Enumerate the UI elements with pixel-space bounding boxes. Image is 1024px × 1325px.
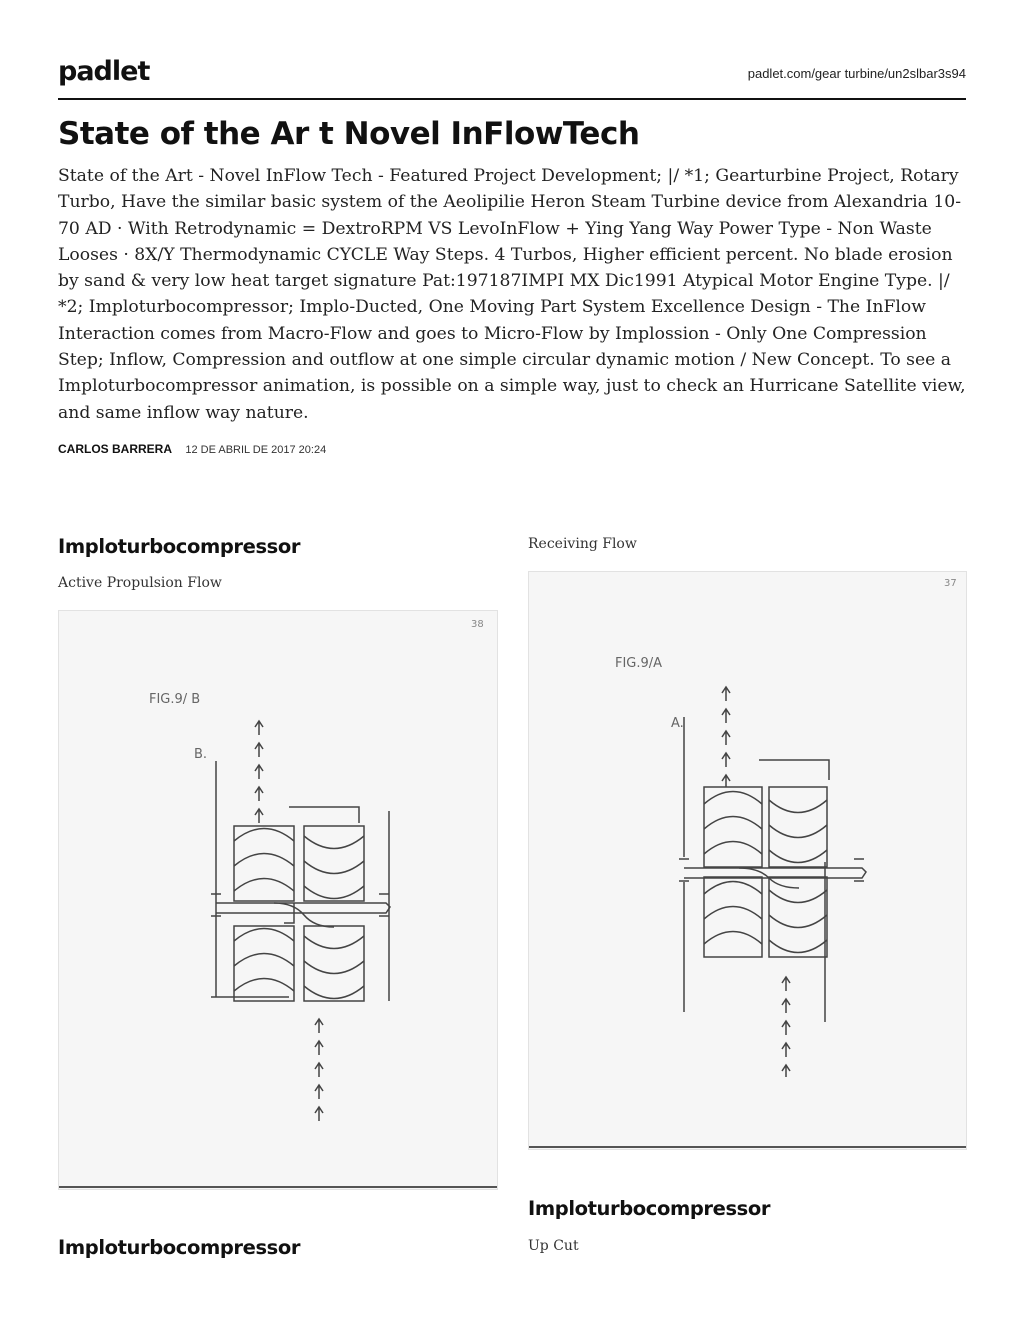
card-title: Imploturbocompressor [58, 535, 301, 558]
padlet-logo[interactable]: padlet [58, 56, 150, 87]
post-author: CARLOS BARRERA [58, 442, 172, 456]
card-subtitle: Active Propulsion Flow [58, 575, 222, 591]
turbine-diagram-b [59, 611, 497, 1189]
padlet-url[interactable]: padlet.com/gear turbine/un2slbar3s94 [747, 66, 966, 81]
card-title: Imploturbocompressor [528, 1197, 771, 1220]
figure-letter: A. [671, 716, 684, 731]
figure-letter: B. [194, 747, 208, 762]
figure-9b[interactable] [58, 610, 498, 1190]
page-number: 37 [944, 578, 957, 589]
figure-label: FIG.9/ B [149, 692, 201, 707]
figure-label: FIG.9/A [615, 656, 663, 671]
page-header [58, 56, 966, 100]
post-description: State of the Art - Novel InFlow Tech - Featured Project Development; |/ *1; Gearturbine Project, Rotary Turbo, Have the similar basic system of the Aeolipilie Heron Steam Turbine device from Alexandria 10-70 AD · With Retrodynamic = DextroRPM VS LevoInFlow + Ying Yang Way Power Type - Non Waste Looses · 8X/Y Thermodynamic CYCLE Way Steps. 4 Turbos, Higher efficient percent. No blade erosion by sand & very low heat target signature Pat:197187IMPI MX Dic1991 Atypical Motor Engine Type. |/ *2; Imploturbocompressor; Implo-Ducted, One Moving Part System Excellence Design - The InFlow Interaction comes from Macro-Flow and goes to Micro-Flow by Implossion - Only One Compression Step; Inflow, Compression and outflow at one simple circular dynamic motion / New Concept. To see a Imploturbocompressor animation, is possible on a simple way, just to check an Hurricane Satellite view, and same inflow way nature. [58, 166, 966, 423]
post-meta [58, 442, 326, 456]
card-title: Imploturbocompressor [58, 1236, 301, 1259]
post-date: 12 DE ABRIL DE 2017 20:24 [185, 444, 327, 456]
page-number: 38 [471, 619, 484, 630]
figure-9a[interactable] [528, 571, 967, 1150]
post-title: State of the Ar t Novel InFlowTech [58, 116, 640, 152]
turbine-diagram-a [529, 572, 966, 1149]
card-subtitle: Up Cut [528, 1238, 579, 1254]
card-subtitle: Receiving Flow [528, 536, 637, 552]
